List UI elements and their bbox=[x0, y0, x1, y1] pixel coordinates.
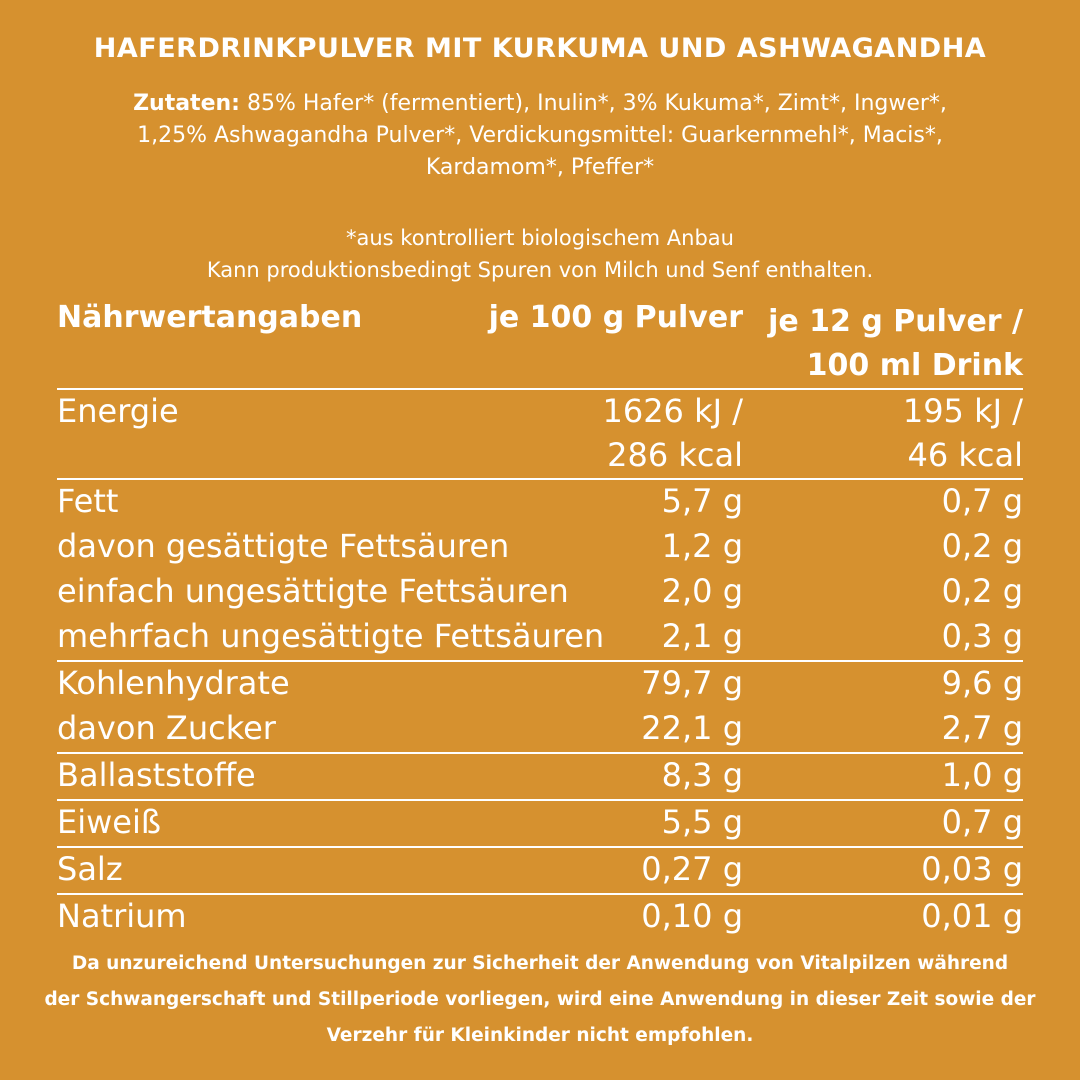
table-row bbox=[57, 801, 1023, 846]
table-row bbox=[57, 570, 1023, 615]
row-label: Fett bbox=[57, 482, 119, 520]
table-row bbox=[57, 615, 1023, 660]
value-per-100g: 79,7 g bbox=[641, 664, 743, 702]
value-per-12g: 0,2 g bbox=[941, 527, 1023, 565]
value-per-12g: 195 kJ / bbox=[902, 392, 1023, 430]
table-row bbox=[57, 480, 1023, 525]
header-per-12g-line-1: je 12 g Pulver / bbox=[768, 304, 1023, 339]
table-row bbox=[57, 434, 1023, 478]
value-per-100g: 1626 kJ / bbox=[602, 392, 743, 430]
value-per-12g: 2,7 g bbox=[941, 709, 1023, 747]
ingredients-line-3: Kardamom*, Pfeffer* bbox=[425, 155, 655, 180]
fat-group bbox=[57, 480, 1023, 662]
row-label: Ballaststoffe bbox=[57, 756, 256, 794]
header-per-12g bbox=[768, 300, 1023, 388]
product-title: HAFERDRINKPULVER MIT KURKUMA UND ASHWAGANDHA bbox=[93, 33, 987, 64]
value-per-100g: 1,2 g bbox=[661, 527, 743, 565]
table-row bbox=[57, 754, 1023, 799]
nutrition-table bbox=[57, 296, 1023, 940]
row-label: davon Zucker bbox=[57, 709, 276, 747]
value-per-100g: 22,1 g bbox=[641, 709, 743, 747]
value-per-12g: 46 kcal bbox=[907, 436, 1023, 474]
value-per-100g: 5,7 g bbox=[661, 482, 743, 520]
header-label: Nährwertangaben bbox=[57, 300, 363, 335]
value-per-100g: 286 kcal bbox=[607, 436, 743, 474]
header-per-12g-line-2: 100 ml Drink bbox=[806, 348, 1023, 383]
header-per-100g: je 100 g Pulver bbox=[488, 300, 743, 335]
row-label: Natrium bbox=[57, 897, 187, 935]
traces-note: Kann produktionsbedingt Spuren von Milch und Senf enthalten. bbox=[206, 258, 874, 282]
value-per-12g: 0,01 g bbox=[921, 897, 1023, 935]
notes bbox=[60, 222, 1020, 286]
value-per-100g: 2,0 g bbox=[661, 572, 743, 610]
protein-group bbox=[57, 801, 1023, 848]
table-row bbox=[57, 390, 1023, 434]
value-per-100g: 8,3 g bbox=[661, 756, 743, 794]
value-per-12g: 0,7 g bbox=[941, 803, 1023, 841]
ingredients-text-1: 85% Hafer* (fermentiert), Inulin*, 3% Kukuma*, Zimt*, Ingwer*, bbox=[239, 91, 947, 116]
warning-line-1: Da unzureichend Untersuchungen zur Sicherheit der Anwendung von Vitalpilzen während bbox=[71, 953, 1009, 974]
value-per-12g: 0,3 g bbox=[941, 617, 1023, 655]
value-per-100g: 2,1 g bbox=[661, 617, 743, 655]
table-row bbox=[57, 525, 1023, 570]
row-label: Energie bbox=[57, 392, 179, 430]
warning-line-3: Verzehr für Kleinkinder nicht empfohlen. bbox=[326, 1025, 754, 1046]
value-per-100g: 0,27 g bbox=[641, 850, 743, 888]
ingredients-line-2: 1,25% Ashwagandha Pulver*, Verdickungsmittel: Guarkernmehl*, Macis*, bbox=[137, 123, 943, 148]
salt-group bbox=[57, 848, 1023, 895]
carbs-group bbox=[57, 662, 1023, 754]
table-row bbox=[57, 662, 1023, 707]
table-header bbox=[57, 296, 1023, 390]
pregnancy-warning bbox=[40, 946, 1040, 1054]
value-per-12g: 0,03 g bbox=[921, 850, 1023, 888]
table-row bbox=[57, 895, 1023, 940]
table-row bbox=[57, 707, 1023, 752]
organic-note: *aus kontrolliert biologischem Anbau bbox=[346, 226, 734, 250]
value-per-100g: 5,5 g bbox=[661, 803, 743, 841]
row-label: davon gesättigte Fettsäuren bbox=[57, 527, 510, 565]
table-row bbox=[57, 848, 1023, 893]
row-label: Salz bbox=[57, 850, 123, 888]
ingredients-line-1 bbox=[60, 88, 1020, 120]
energy-group bbox=[57, 390, 1023, 480]
fiber-group bbox=[57, 754, 1023, 801]
value-per-100g: 0,10 g bbox=[641, 897, 743, 935]
value-per-12g: 0,7 g bbox=[941, 482, 1023, 520]
row-label: Kohlenhydrate bbox=[57, 664, 290, 702]
row-label: einfach ungesättigte Fettsäuren bbox=[57, 572, 569, 610]
sodium-group bbox=[57, 895, 1023, 940]
value-per-12g: 0,2 g bbox=[941, 572, 1023, 610]
value-per-12g: 9,6 g bbox=[941, 664, 1023, 702]
value-per-12g: 1,0 g bbox=[941, 756, 1023, 794]
row-label: Eiweiß bbox=[57, 803, 162, 841]
ingredients bbox=[60, 88, 1020, 184]
ingredients-label: Zutaten: bbox=[133, 91, 240, 116]
warning-line-2: der Schwangerschaft und Stillperiode vorliegen, wird eine Anwendung in dieser Zeit sowie der bbox=[44, 989, 1036, 1010]
row-label: mehrfach ungesättigte Fettsäuren bbox=[57, 617, 605, 655]
